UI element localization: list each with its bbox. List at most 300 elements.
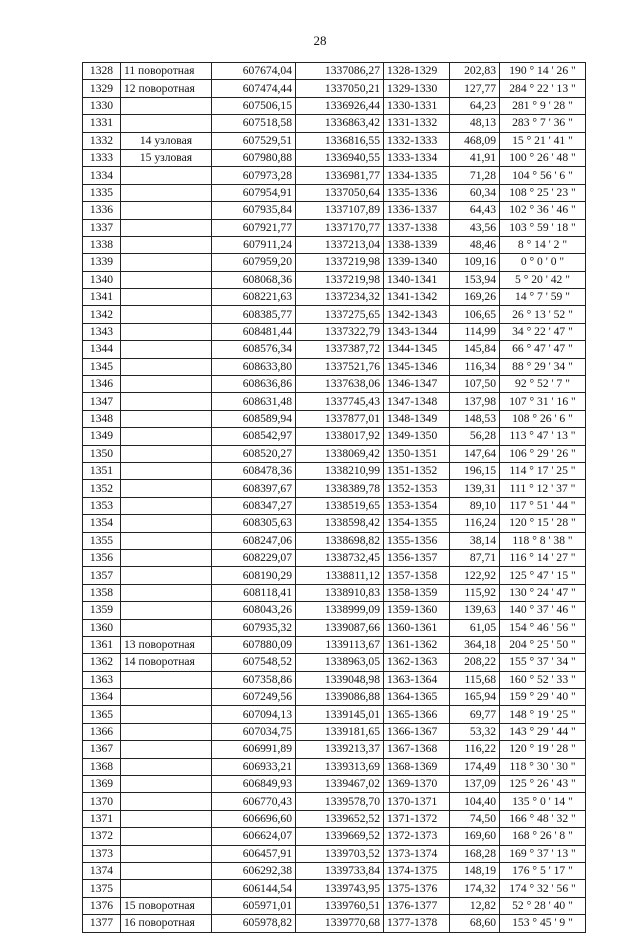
length-cell: 109,16 [450, 254, 500, 271]
segment-cell: 1345-1346 [384, 358, 450, 375]
coord-x-cell: 605971,01 [212, 897, 296, 914]
length-cell: 115,68 [450, 671, 500, 688]
length-cell: 174,49 [450, 758, 500, 775]
point-type-cell [121, 810, 212, 827]
point-type-cell [121, 532, 212, 549]
length-cell: 104,40 [450, 793, 500, 810]
coord-y-cell: 1339213,37 [296, 741, 384, 758]
length-cell: 468,09 [450, 132, 500, 149]
bearing-cell: 104 ° 56 ' 6 " [500, 167, 586, 184]
coord-y-cell: 1338811,12 [296, 567, 384, 584]
coord-x-cell: 606624,07 [212, 828, 296, 845]
bearing-cell: 284 ° 22 ' 13 " [500, 80, 586, 97]
bearing-cell: 148 ° 19 ' 25 " [500, 706, 586, 723]
point-type-cell: 14 узловая [121, 132, 212, 149]
coord-y-cell: 1336816,55 [296, 132, 384, 149]
coord-y-cell: 1337387,72 [296, 341, 384, 358]
table-row [83, 341, 586, 358]
coord-y-cell: 1338069,42 [296, 445, 384, 462]
point-number-cell: 1367 [83, 741, 121, 758]
length-cell: 165,94 [450, 689, 500, 706]
table-row [83, 845, 586, 862]
coord-y-cell: 1337234,32 [296, 289, 384, 306]
bearing-cell: 120 ° 15 ' 28 " [500, 515, 586, 532]
coord-x-cell: 608397,67 [212, 480, 296, 497]
length-cell: 168,28 [450, 845, 500, 862]
length-cell: 116,24 [450, 515, 500, 532]
point-type-cell [121, 289, 212, 306]
coordinates-table-body [83, 63, 586, 933]
table-row [83, 97, 586, 114]
bearing-cell: 283 ° 7 ' 36 " [500, 115, 586, 132]
segment-cell: 1335-1336 [384, 184, 450, 201]
bearing-cell: 117 ° 51 ' 44 " [500, 497, 586, 514]
length-cell: 196,15 [450, 462, 500, 479]
table-row [83, 862, 586, 879]
point-number-cell: 1374 [83, 862, 121, 879]
table-row [83, 689, 586, 706]
coord-x-cell: 607518,58 [212, 115, 296, 132]
point-type-cell [121, 741, 212, 758]
bearing-cell: 66 ° 47 ' 47 " [500, 341, 586, 358]
segment-cell: 1339-1340 [384, 254, 450, 271]
point-number-cell: 1332 [83, 132, 121, 149]
point-number-cell: 1366 [83, 723, 121, 740]
segment-cell: 1338-1339 [384, 236, 450, 253]
point-number-cell: 1365 [83, 706, 121, 723]
coord-x-cell: 608118,41 [212, 584, 296, 601]
point-type-cell [121, 497, 212, 514]
segment-cell: 1362-1363 [384, 654, 450, 671]
segment-cell: 1333-1334 [384, 149, 450, 166]
point-type-cell [121, 602, 212, 619]
bearing-cell: 5 ° 20 ' 42 " [500, 271, 586, 288]
table-row [83, 532, 586, 549]
coord-x-cell: 608229,07 [212, 549, 296, 566]
coord-x-cell: 608631,48 [212, 393, 296, 410]
bearing-cell: 160 ° 52 ' 33 " [500, 671, 586, 688]
segment-cell: 1364-1365 [384, 689, 450, 706]
point-number-cell: 1354 [83, 515, 121, 532]
segment-cell: 1374-1375 [384, 862, 450, 879]
bearing-cell: 154 ° 46 ' 56 " [500, 619, 586, 636]
coord-x-cell: 607094,13 [212, 706, 296, 723]
length-cell: 68,60 [450, 915, 500, 932]
table-row [83, 515, 586, 532]
coord-y-cell: 1337219,98 [296, 271, 384, 288]
length-cell: 12,82 [450, 897, 500, 914]
coord-y-cell: 1337745,43 [296, 393, 384, 410]
table-row [83, 219, 586, 236]
bearing-cell: 88 ° 29 ' 34 " [500, 358, 586, 375]
coord-y-cell: 1338389,78 [296, 480, 384, 497]
length-cell: 137,09 [450, 776, 500, 793]
segment-cell: 1371-1372 [384, 810, 450, 827]
bearing-cell: 113 ° 47 ' 13 " [500, 428, 586, 445]
segment-cell: 1328-1329 [384, 63, 450, 80]
table-row [83, 271, 586, 288]
bearing-cell: 125 ° 47 ' 15 " [500, 567, 586, 584]
segment-cell: 1331-1332 [384, 115, 450, 132]
coordinates-table [82, 62, 586, 933]
coord-x-cell: 607249,56 [212, 689, 296, 706]
bearing-cell: 108 ° 25 ' 23 " [500, 184, 586, 201]
point-number-cell: 1337 [83, 219, 121, 236]
coord-x-cell: 607935,84 [212, 202, 296, 219]
bearing-cell: 204 ° 25 ' 50 " [500, 636, 586, 653]
length-cell: 114,99 [450, 323, 500, 340]
coord-y-cell: 1339113,67 [296, 636, 384, 653]
point-type-cell [121, 723, 212, 740]
point-type-cell: 15 узловая [121, 149, 212, 166]
point-type-cell [121, 115, 212, 132]
bearing-cell: 140 ° 37 ' 46 " [500, 602, 586, 619]
point-number-cell: 1338 [83, 236, 121, 253]
table-row [83, 202, 586, 219]
point-number-cell: 1371 [83, 810, 121, 827]
coord-y-cell: 1339652,52 [296, 810, 384, 827]
table-row [83, 549, 586, 566]
table-row [83, 671, 586, 688]
point-type-cell [121, 236, 212, 253]
segment-cell: 1354-1355 [384, 515, 450, 532]
bearing-cell: 116 ° 14 ' 27 " [500, 549, 586, 566]
length-cell: 64,43 [450, 202, 500, 219]
coord-x-cell: 608542,97 [212, 428, 296, 445]
length-cell: 145,84 [450, 341, 500, 358]
bearing-cell: 107 ° 31 ' 16 " [500, 393, 586, 410]
length-cell: 74,50 [450, 810, 500, 827]
table-row [83, 741, 586, 758]
segment-cell: 1361-1362 [384, 636, 450, 653]
coord-x-cell: 608481,44 [212, 323, 296, 340]
table-row [83, 428, 586, 445]
table-row [83, 880, 586, 897]
coord-y-cell: 1339770,68 [296, 915, 384, 932]
bearing-cell: 120 ° 19 ' 28 " [500, 741, 586, 758]
table-row [83, 810, 586, 827]
coord-y-cell: 1339145,01 [296, 706, 384, 723]
page-number: 28 [313, 33, 327, 48]
table-row [83, 358, 586, 375]
length-cell: 60,34 [450, 184, 500, 201]
table-row [83, 758, 586, 775]
bearing-cell: 153 ° 45 ' 9 " [500, 915, 586, 932]
bearing-cell: 281 ° 9 ' 28 " [500, 97, 586, 114]
segment-cell: 1344-1345 [384, 341, 450, 358]
length-cell: 48,13 [450, 115, 500, 132]
bearing-cell: 130 ° 24 ' 47 " [500, 584, 586, 601]
segment-cell: 1363-1364 [384, 671, 450, 688]
segment-cell: 1375-1376 [384, 880, 450, 897]
length-cell: 71,28 [450, 167, 500, 184]
point-number-cell: 1334 [83, 167, 121, 184]
bearing-cell: 169 ° 37 ' 13 " [500, 845, 586, 862]
coord-y-cell: 1336863,42 [296, 115, 384, 132]
length-cell: 53,32 [450, 723, 500, 740]
coord-y-cell: 1337219,98 [296, 254, 384, 271]
coord-y-cell: 1338910,83 [296, 584, 384, 601]
bearing-cell: 108 ° 26 ' 6 " [500, 410, 586, 427]
bearing-cell: 143 ° 29 ' 44 " [500, 723, 586, 740]
coord-x-cell: 606696,60 [212, 810, 296, 827]
coord-y-cell: 1338210,99 [296, 462, 384, 479]
coord-y-cell: 1338963,05 [296, 654, 384, 671]
point-number-cell: 1352 [83, 480, 121, 497]
length-cell: 116,34 [450, 358, 500, 375]
bearing-cell: 155 ° 37 ' 34 " [500, 654, 586, 671]
bearing-cell: 15 ° 21 ' 41 " [500, 132, 586, 149]
point-number-cell: 1340 [83, 271, 121, 288]
point-type-cell [121, 758, 212, 775]
bearing-cell: 26 ° 13 ' 52 " [500, 306, 586, 323]
table-row [83, 480, 586, 497]
table-row [83, 63, 586, 80]
length-cell: 116,22 [450, 741, 500, 758]
coord-x-cell: 608520,27 [212, 445, 296, 462]
point-number-cell: 1362 [83, 654, 121, 671]
coord-y-cell: 1336926,44 [296, 97, 384, 114]
segment-cell: 1349-1350 [384, 428, 450, 445]
bearing-cell: 102 ° 36 ' 46 " [500, 202, 586, 219]
coord-x-cell: 607358,86 [212, 671, 296, 688]
point-type-cell [121, 271, 212, 288]
table-row [83, 132, 586, 149]
segment-cell: 1365-1366 [384, 706, 450, 723]
point-type-cell: 11 поворотная [121, 63, 212, 80]
coord-y-cell: 1338698,82 [296, 532, 384, 549]
table-row [83, 828, 586, 845]
point-type-cell: 14 поворотная [121, 654, 212, 671]
coord-x-cell: 607973,28 [212, 167, 296, 184]
coord-y-cell: 1337638,06 [296, 376, 384, 393]
bearing-cell: 111 ° 12 ' 37 " [500, 480, 586, 497]
bearing-cell: 8 ° 14 ' 2 " [500, 236, 586, 253]
point-type-cell [121, 776, 212, 793]
point-type-cell [121, 689, 212, 706]
point-number-cell: 1347 [83, 393, 121, 410]
segment-cell: 1376-1377 [384, 897, 450, 914]
point-type-cell [121, 184, 212, 201]
coord-y-cell: 1339181,65 [296, 723, 384, 740]
point-number-cell: 1330 [83, 97, 121, 114]
point-type-cell [121, 219, 212, 236]
segment-cell: 1348-1349 [384, 410, 450, 427]
coord-y-cell: 1339313,69 [296, 758, 384, 775]
coord-y-cell: 1339733,84 [296, 862, 384, 879]
length-cell: 87,71 [450, 549, 500, 566]
segment-cell: 1351-1352 [384, 462, 450, 479]
coord-x-cell: 605978,82 [212, 915, 296, 932]
coord-x-cell: 608478,36 [212, 462, 296, 479]
coord-y-cell: 1338999,09 [296, 602, 384, 619]
point-number-cell: 1372 [83, 828, 121, 845]
coord-x-cell: 608305,63 [212, 515, 296, 532]
length-cell: 106,65 [450, 306, 500, 323]
point-type-cell [121, 880, 212, 897]
point-number-cell: 1346 [83, 376, 121, 393]
coord-y-cell: 1338017,92 [296, 428, 384, 445]
coord-x-cell: 607935,32 [212, 619, 296, 636]
point-type-cell [121, 549, 212, 566]
coord-x-cell: 606292,38 [212, 862, 296, 879]
coord-y-cell: 1337877,01 [296, 410, 384, 427]
point-type-cell [121, 862, 212, 879]
point-type-cell [121, 845, 212, 862]
bearing-cell: 125 ° 26 ' 43 " [500, 776, 586, 793]
bearing-cell: 159 ° 29 ' 40 " [500, 689, 586, 706]
point-type-cell [121, 323, 212, 340]
point-number-cell: 1358 [83, 584, 121, 601]
bearing-cell: 135 ° 0 ' 14 " [500, 793, 586, 810]
table-row [83, 306, 586, 323]
coord-y-cell: 1336940,55 [296, 149, 384, 166]
coord-y-cell: 1338519,65 [296, 497, 384, 514]
segment-cell: 1373-1374 [384, 845, 450, 862]
length-cell: 127,77 [450, 80, 500, 97]
point-type-cell [121, 793, 212, 810]
length-cell: 208,22 [450, 654, 500, 671]
coord-x-cell: 608589,94 [212, 410, 296, 427]
segment-cell: 1360-1361 [384, 619, 450, 636]
length-cell: 169,26 [450, 289, 500, 306]
coord-x-cell: 608347,27 [212, 497, 296, 514]
segment-cell: 1352-1353 [384, 480, 450, 497]
point-number-cell: 1350 [83, 445, 121, 462]
bearing-cell: 118 ° 30 ' 30 " [500, 758, 586, 775]
segment-cell: 1356-1357 [384, 549, 450, 566]
segment-cell: 1358-1359 [384, 584, 450, 601]
table-row [83, 723, 586, 740]
coord-y-cell: 1337275,65 [296, 306, 384, 323]
coord-y-cell: 1339467,02 [296, 776, 384, 793]
point-number-cell: 1359 [83, 602, 121, 619]
point-number-cell: 1335 [83, 184, 121, 201]
table-row [83, 793, 586, 810]
point-number-cell: 1368 [83, 758, 121, 775]
point-number-cell: 1364 [83, 689, 121, 706]
length-cell: 139,63 [450, 602, 500, 619]
point-number-cell: 1361 [83, 636, 121, 653]
segment-cell: 1377-1378 [384, 915, 450, 932]
coord-x-cell: 606144,54 [212, 880, 296, 897]
point-number-cell: 1341 [83, 289, 121, 306]
coord-x-cell: 608190,29 [212, 567, 296, 584]
coord-x-cell: 607921,77 [212, 219, 296, 236]
coord-x-cell: 606457,91 [212, 845, 296, 862]
coord-y-cell: 1337170,77 [296, 219, 384, 236]
point-number-cell: 1375 [83, 880, 121, 897]
bearing-cell: 100 ° 26 ' 48 " [500, 149, 586, 166]
coord-y-cell: 1339703,52 [296, 845, 384, 862]
bearing-cell: 190 ° 14 ' 26 " [500, 63, 586, 80]
point-type-cell [121, 167, 212, 184]
point-type-cell [121, 393, 212, 410]
table-row [83, 184, 586, 201]
point-type-cell [121, 410, 212, 427]
point-type-cell [121, 376, 212, 393]
coord-x-cell: 606933,21 [212, 758, 296, 775]
coord-y-cell: 1339087,66 [296, 619, 384, 636]
coord-y-cell: 1337213,04 [296, 236, 384, 253]
point-number-cell: 1369 [83, 776, 121, 793]
coord-x-cell: 608636,86 [212, 376, 296, 393]
segment-cell: 1370-1371 [384, 793, 450, 810]
point-number-cell: 1360 [83, 619, 121, 636]
bearing-cell: 168 ° 26 ' 8 " [500, 828, 586, 845]
coord-x-cell: 608385,77 [212, 306, 296, 323]
point-type-cell [121, 341, 212, 358]
segment-cell: 1347-1348 [384, 393, 450, 410]
table-row [83, 897, 586, 914]
point-type-cell [121, 515, 212, 532]
coord-y-cell: 1338732,45 [296, 549, 384, 566]
coord-x-cell: 608043,26 [212, 602, 296, 619]
point-number-cell: 1342 [83, 306, 121, 323]
point-number-cell: 1353 [83, 497, 121, 514]
segment-cell: 1341-1342 [384, 289, 450, 306]
table-row [83, 915, 586, 932]
length-cell: 174,32 [450, 880, 500, 897]
point-type-cell [121, 828, 212, 845]
length-cell: 41,91 [450, 149, 500, 166]
coord-x-cell: 606770,43 [212, 793, 296, 810]
coord-x-cell: 608221,63 [212, 289, 296, 306]
table-row [83, 706, 586, 723]
bearing-cell: 114 ° 17 ' 25 " [500, 462, 586, 479]
point-number-cell: 1357 [83, 567, 121, 584]
table-row [83, 254, 586, 271]
table-row [83, 393, 586, 410]
point-type-cell [121, 619, 212, 636]
length-cell: 48,46 [450, 236, 500, 253]
point-type-cell [121, 567, 212, 584]
bearing-cell: 92 ° 52 ' 7 " [500, 376, 586, 393]
length-cell: 56,28 [450, 428, 500, 445]
table-row [83, 619, 586, 636]
bearing-cell: 14 ° 7 ' 59 " [500, 289, 586, 306]
coord-y-cell: 1337050,21 [296, 80, 384, 97]
coord-x-cell: 606991,89 [212, 741, 296, 758]
segment-cell: 1329-1330 [384, 80, 450, 97]
coord-y-cell: 1337322,79 [296, 323, 384, 340]
table-row [83, 584, 586, 601]
coord-x-cell: 608576,34 [212, 341, 296, 358]
bearing-cell: 176 ° 5 ' 17 " [500, 862, 586, 879]
point-type-cell [121, 584, 212, 601]
coord-x-cell: 608068,36 [212, 271, 296, 288]
bearing-cell: 166 ° 48 ' 32 " [500, 810, 586, 827]
segment-cell: 1357-1358 [384, 567, 450, 584]
coord-y-cell: 1336981,77 [296, 167, 384, 184]
table-row [83, 462, 586, 479]
bearing-cell: 118 ° 8 ' 38 " [500, 532, 586, 549]
length-cell: 122,92 [450, 567, 500, 584]
table-row [83, 149, 586, 166]
bearing-cell: 174 ° 32 ' 56 " [500, 880, 586, 897]
table-row [83, 497, 586, 514]
coord-x-cell: 607880,09 [212, 636, 296, 653]
segment-cell: 1369-1370 [384, 776, 450, 793]
point-type-cell [121, 480, 212, 497]
coord-y-cell: 1339669,52 [296, 828, 384, 845]
point-number-cell: 1336 [83, 202, 121, 219]
point-type-cell [121, 254, 212, 271]
point-number-cell: 1343 [83, 323, 121, 340]
segment-cell: 1340-1341 [384, 271, 450, 288]
coord-x-cell: 607674,04 [212, 63, 296, 80]
point-type-cell [121, 306, 212, 323]
